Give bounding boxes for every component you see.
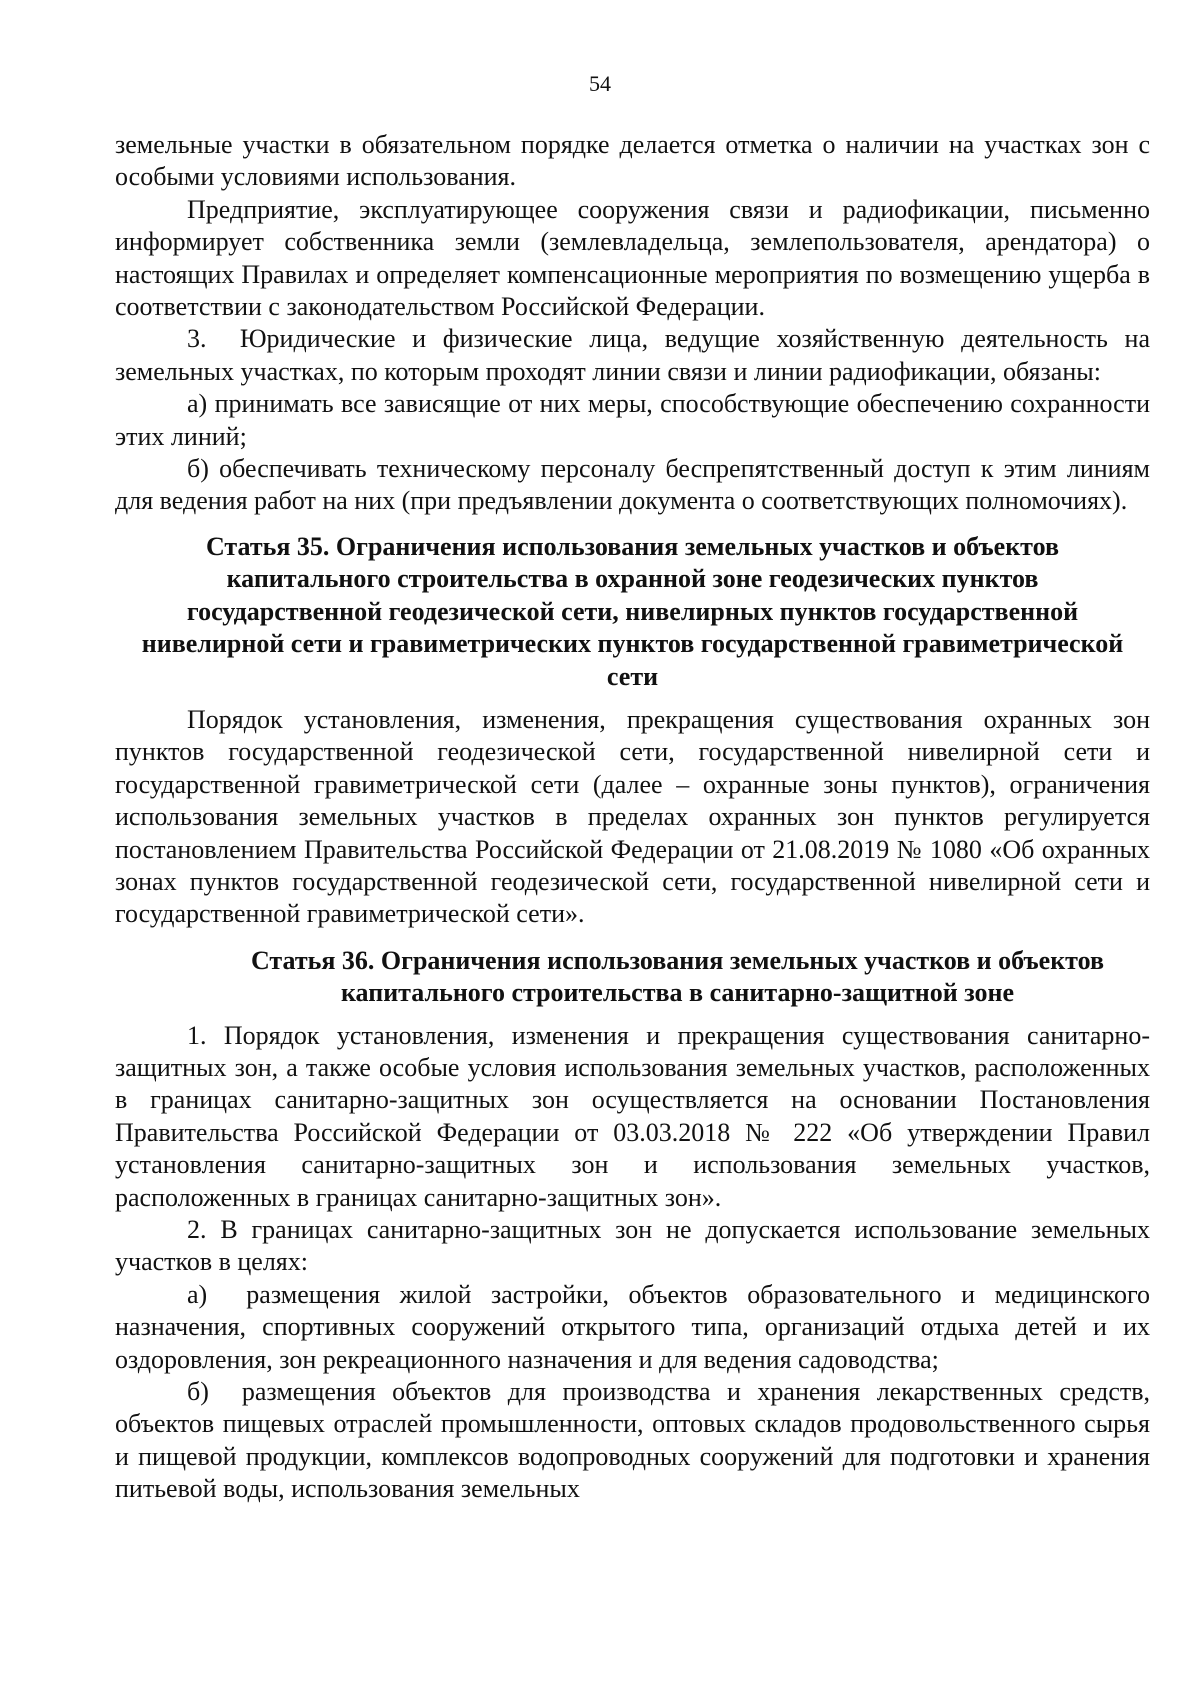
article-35-text: Порядок установления, изменения, прекращения существования охранных зон пунктов государственной геодезической сети, государственной нивелирной сети и государственной гравиметрической сети (далее – охранные зоны пунктов), ограничения использования земельных участков в пределах охранных зон пунктов регулируется постановлением Правительства Российской Федерации от 21.08.2019 № 1080 «Об охранных зонах пунктов государственной геодезической сети, государственной нивелирной сети и государственной гравиметрической сети». — [115, 704, 1150, 929]
paragraph-continuation: земельные участки в обязательном порядке делается отметка о наличии на участках зон с особыми условиями использования. — [115, 130, 1150, 192]
paragraph-item-3b: б) обеспечивать техническому персоналу беспрепятственный доступ к этим линиям для ведения работ на них (при предъявлении документа о соответствующих полномочиях). — [115, 454, 1150, 516]
paragraph-item-3: 3. Юридические и физические лица, ведущие хозяйственную деятельность на земельных участках, по которым проходят линии связи и линии радиофикации, обязаны: — [115, 324, 1150, 386]
article-35-heading: Статья 35. Ограничения использования земельных участков и объектов капитального строительства в охранной зоне геодезических пунктов государственной геодезической сети, нивелирных пунктов государственной нивелирной сети и гравиметрических пунктов государственной гравиметрической сети — [141, 531, 1124, 691]
page-number: 54 — [589, 71, 611, 96]
article-36-item-2: 2. В границах санитарно-защитных зон не допускается использование земельных участков в целях: — [115, 1215, 1150, 1277]
paragraph-enterprise-notice: Предприятие, эксплуатирующее сооружения связи и радиофикации, письменно информирует собственника земли (землевладельца, землепользователя, арендатора) о настоящих Правилах и определяет компенсационные мероприятия по возмещению ущерба в соответствии с законодательством Российской Федерации. — [115, 194, 1150, 322]
article-36-item-1: 1. Порядок установления, изменения и прекращения существования санитарно-защитных зон, а также особые условия использования земельных участков, расположенных в границах санитарно-защитных зон осуществляется на основании Постановления Правительства Российской Федерации от 03.03.2018 № 222 «Об утверждении Правил установления санитарно-защитных зон и использования земельных участков, расположенных в границах санитарно-защитных зон». — [115, 1020, 1150, 1212]
article-36-item-2a: а) размещения жилой застройки, объектов образовательного и медицинского назначения, спортивных сооружений открытого типа, организаций отдыха детей и их оздоровления, зон рекреационного назначения и для ведения садоводства; — [115, 1279, 1150, 1374]
article-36-item-2b: б) размещения объектов для производства и хранения лекарственных средств, объектов пищевых отраслей промышленности, оптовых складов продовольственного сырья и пищевой продукции, комплексов водопроводных сооружений для подготовки и хранения питьевой воды, использования земельных — [115, 1377, 1150, 1504]
article-36-heading: Статья 36. Ограничения использования земельных участков и объектов капитального строительства в санитарно-защитной зоне — [250, 945, 1105, 1008]
paragraph-item-3a: а) принимать все зависящие от них меры, способствующие обеспечению сохранности этих линий; — [115, 389, 1150, 451]
document-body — [115, 129, 1150, 1506]
